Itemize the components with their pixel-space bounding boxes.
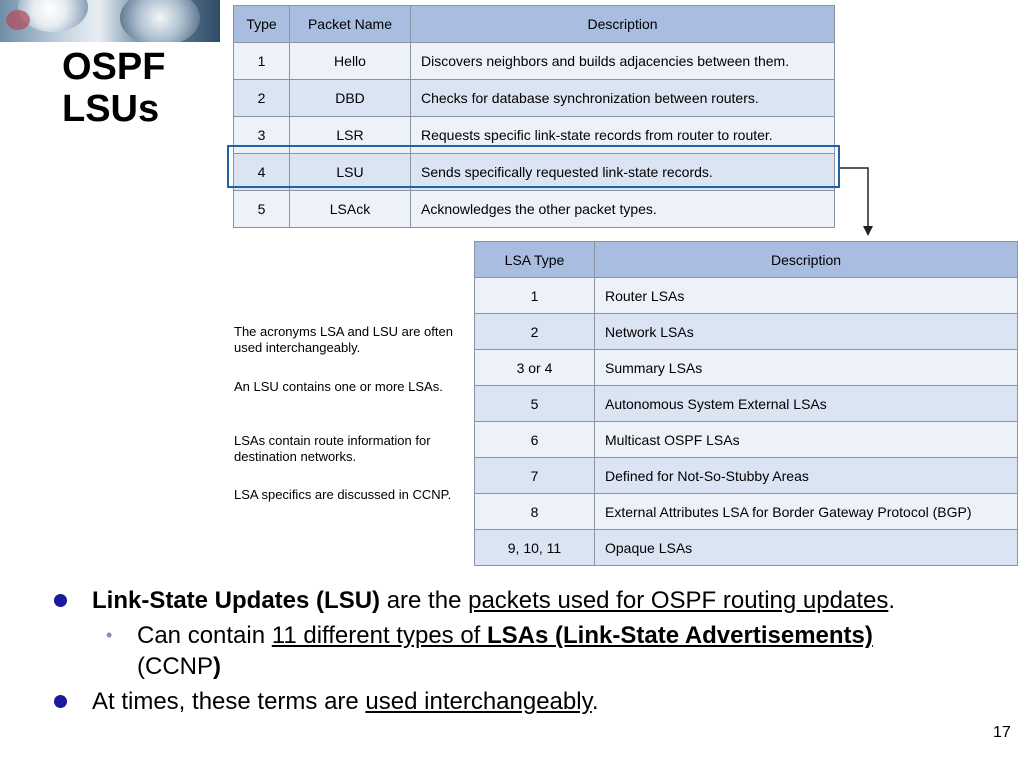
packet-name-cell: LSR xyxy=(290,117,411,154)
table-row xyxy=(475,530,1018,566)
column-header: Type xyxy=(234,6,290,43)
packet-type-cell: 3 xyxy=(234,117,290,154)
lsa-desc-cell: External Attributes LSA for Border Gateway Protocol (BGP) xyxy=(595,494,1018,530)
note-text: An LSU contains one or more LSAs. xyxy=(234,379,443,394)
lsa-desc-cell: Defined for Not-So-Stubby Areas xyxy=(595,458,1018,494)
bullet-item xyxy=(50,686,950,717)
table-row xyxy=(475,278,1018,314)
packet-desc-cell: Acknowledges the other packet types. xyxy=(411,191,835,228)
bullet-bold-text: ) xyxy=(213,653,221,680)
lsa-type-cell: 5 xyxy=(475,386,595,422)
lsa-desc-cell: Multicast OSPF LSAs xyxy=(595,422,1018,458)
column-header: Description xyxy=(411,6,835,43)
lsa-desc-cell: Network LSAs xyxy=(595,314,1018,350)
page-number: 17 xyxy=(993,724,1011,741)
packet-type-cell: 4 xyxy=(234,154,290,191)
bullet-text: . xyxy=(591,688,599,715)
sub-bullet-dot-icon: • xyxy=(106,625,113,645)
lsa-type-cell: 1 xyxy=(475,278,595,314)
note-text: LSA specifics are discussed in CCNP. xyxy=(234,487,452,502)
bullet-bold-underlined-text: LSAs (Link-State Advertisements) xyxy=(487,622,873,649)
lsa-types-table xyxy=(474,241,1018,566)
table-header-row xyxy=(475,242,1018,278)
table-row xyxy=(475,494,1018,530)
lsa-type-cell: 2 xyxy=(475,314,595,350)
lsa-desc-cell: Summary LSAs xyxy=(595,350,1018,386)
lsa-type-cell: 9, 10, 11 xyxy=(475,530,595,566)
lsa-type-cell: 3 or 4 xyxy=(475,350,595,386)
bullet-text: (CCNP xyxy=(137,653,213,680)
bullet-underlined-text: packets used for OSPF routing updates xyxy=(468,587,889,614)
packet-type-cell: 5 xyxy=(234,191,290,228)
bullet-underlined-text: used interchangeably xyxy=(365,688,592,715)
lsa-type-cell: 8 xyxy=(475,494,595,530)
column-header: Packet Name xyxy=(290,6,411,43)
table-row xyxy=(475,422,1018,458)
packet-name-cell: LSU xyxy=(290,154,411,191)
packet-desc-cell: Discovers neighbors and builds adjacencies between them. xyxy=(411,43,835,80)
bullet-text: At times, these terms are xyxy=(92,688,366,715)
lsa-desc-cell: Opaque LSAs xyxy=(595,530,1018,566)
bullet-text: . xyxy=(888,587,895,614)
packet-desc-cell: Sends specifically requested link-state records. xyxy=(411,154,835,191)
table-row xyxy=(475,314,1018,350)
lsa-type-cell: 7 xyxy=(475,458,595,494)
bullet-dot-icon xyxy=(54,695,67,708)
bullet-item xyxy=(50,585,950,616)
packet-type-cell: 1 xyxy=(234,43,290,80)
note-text: LSAs contain route information for destination networks. xyxy=(234,433,431,464)
lsa-type-cell: 6 xyxy=(475,422,595,458)
column-header: LSA Type xyxy=(475,242,595,278)
packet-name-cell: LSAck xyxy=(290,191,411,228)
note-text: The acronyms LSA and LSU are often used interchangeably. xyxy=(234,324,453,355)
packet-desc-cell: Requests specific link-state records from router to router. xyxy=(411,117,835,154)
packet-name-cell: DBD xyxy=(290,80,411,117)
bullet-underlined-text: 11 different types of xyxy=(271,622,488,649)
bullet-dot-icon xyxy=(54,594,67,607)
bullet-bold-text: Link-State Updates (LSU) xyxy=(92,587,381,614)
table-row xyxy=(475,386,1018,422)
lsa-desc-cell: Autonomous System External LSAs xyxy=(595,386,1018,422)
title-line-1: OSPF xyxy=(62,46,166,88)
packet-desc-cell: Checks for database synchronization between routers. xyxy=(411,80,835,117)
sub-bullet-item xyxy=(50,620,950,682)
bullet-text: Can contain xyxy=(137,622,272,649)
table-row xyxy=(475,350,1018,386)
packet-name-cell: Hello xyxy=(290,43,411,80)
packet-type-cell: 2 xyxy=(234,80,290,117)
column-header: Description xyxy=(595,242,1018,278)
bullet-list xyxy=(50,585,950,717)
title-line-2: LSUs xyxy=(62,88,160,130)
bullet-text: are the xyxy=(380,587,469,614)
table-row xyxy=(475,458,1018,494)
lsa-desc-cell: Router LSAs xyxy=(595,278,1018,314)
